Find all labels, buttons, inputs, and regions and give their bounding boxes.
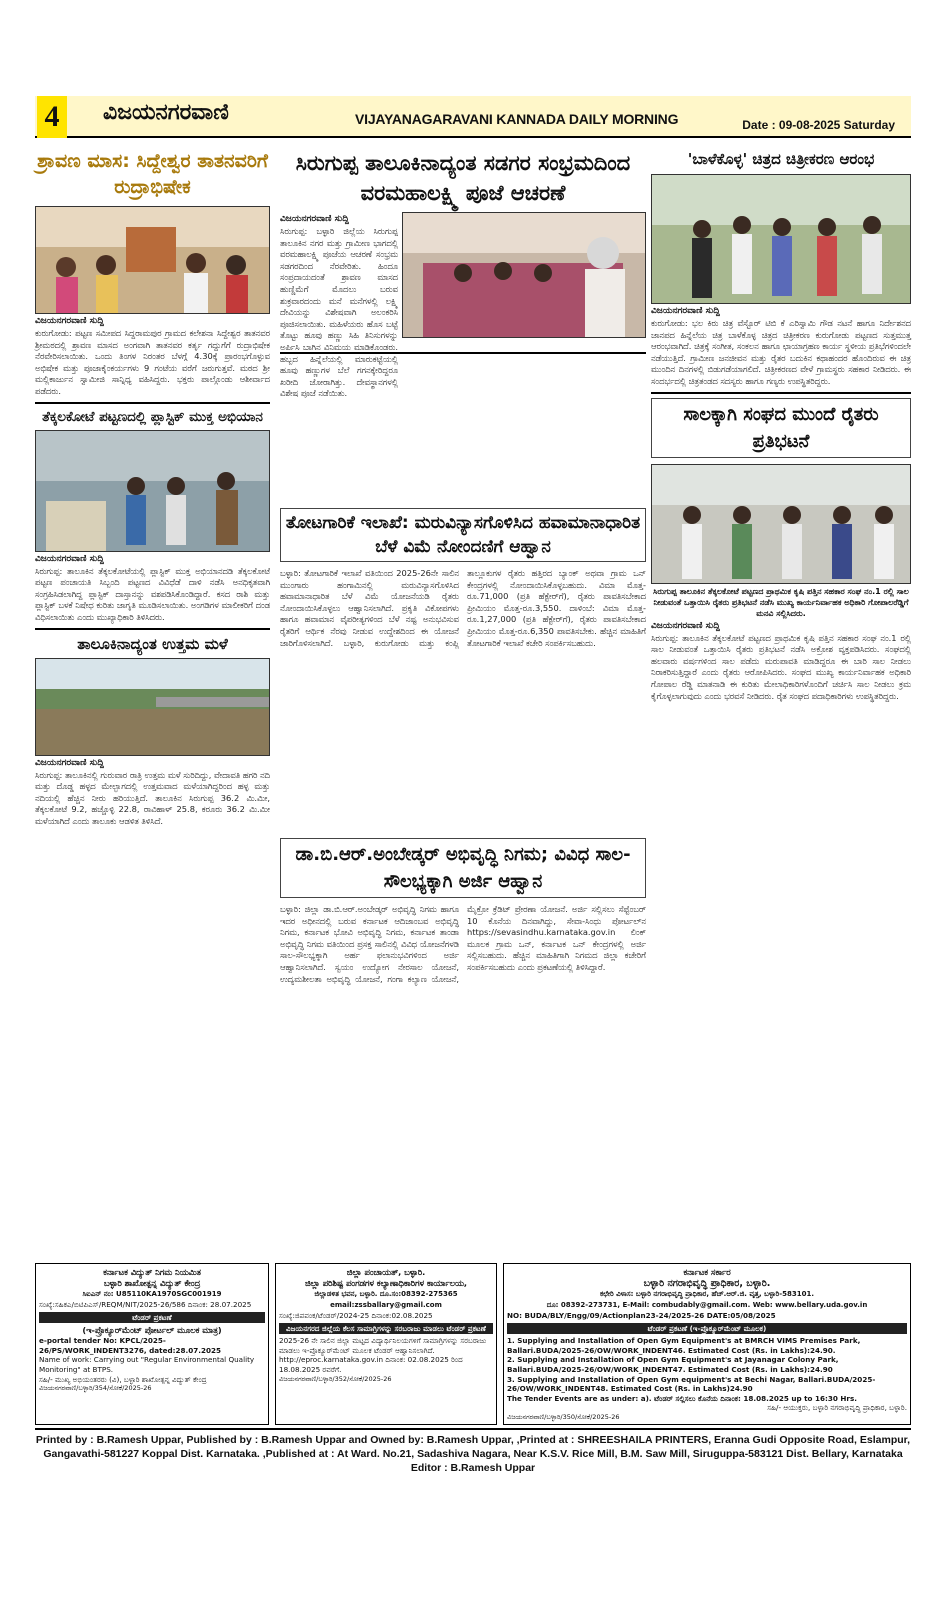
ad-body: 2025-26 ನೇ ಸಾಲಿನ ಜಿಲ್ಲಾ ಮಟ್ಟದ ವಿದ್ಯಾರ್ಥಿನಿಲಯಗಳಿಗೆ ಸಾಮಾಗ್ರಿಗಳನ್ನು ಸರಬರಾಜು ಮಾಡಲು ಇ-ಪ್ರೊಕ್ಯೂರ್‌ಮೆಂಟ್ ಮೂಲಕ ಟೆಂಡರ್ ಆಹ್ವಾನಿಸಲಾಗಿದೆ. http://eproc.karnataka.gov.in ದಿನಾಂಕ: 02.08.2025 ರಿಂದ 18.08.2025 ರವರೆಗೆ.	[279, 1336, 487, 1374]
imprint-footer: Printed by : B.Ramesh Uppar, Published by : B.Ramesh Uppar and Owned by: B.Ramesh Uppar, ,Printed at : SHREESHAILA PRINTERS, Eranna Gudi Opposite Road, Eslampur, Gangavathi-581227 Koppal Dist. Karnataka. ,Published at : At Ward. No.21, Sadashiva Nagara, Near K.S.V. Rice Mill, B.M. Saw Mill, Siruguppa-583121 Dist. Bellary, Karnataka Editor : B.Ramesh Uppar	[35, 1428, 911, 1475]
ad-detail-1: 1. Supplying and Installation of Open Gym Equipment's at BMRCH VIMS Premises Park, Ballari.BUDA/2025-26/OW/WORK_INDENT46. Estimated Cost (Rs. in Lakhs):24.90.	[507, 1336, 861, 1355]
headline: ತಾಲೂಕಿನಾದ್ಯಂತ ಉತ್ತಮ ಮಳೆ	[77, 634, 228, 653]
ad-notice-title: ವಿಜಯನಗರದ ಜಿಲ್ಲೆಯ ಕೆಲಸ ಸಾಮಾಗ್ರಿಗಳನ್ನು ಸರಬರಾಜು ಮಾಡಲು ಟೆಂಡರ್ ಪ್ರಕಟಣೆ	[279, 1323, 493, 1335]
ad-detail-3: 3. Supplying and Installation of Open Gym equipment's at Bechi Nagar, Ballari.BUDA/2025-26/OW/WORK_INDENT48. Estimated Cost (Rs. in Lakhs)24.90	[507, 1374, 876, 1394]
headline: ಶ್ರಾವಣ ಮಾಸ: ಸಿದ್ದೇಶ್ವರ ತಾತನವರಿಗೆ ರುದ್ರಾಭಿಷೇಕ	[37, 150, 268, 198]
article-plastic-free	[35, 408, 270, 624]
article-body: ಸಿರುಗುಪ್ಪ: ತಾಲೂಕಿನಲ್ಲಿ ಗುರುವಾರ ರಾತ್ರಿ ಉತ್ತಮ ಮಳೆ ಸುರಿದಿದ್ದು, ವೇದಾವತಿ ಹಗರಿ ನದಿ ಮತ್ತು ದೊಡ್ಡ ಹಳ್ಳದ ಮೇಲ್ಭಾಗದಲ್ಲಿ ಉತ್ತಮವಾದ ಮಳೆಯಾಗಿದ್ದರಿಂದ ಹಳ್ಳ ಮತ್ತು ನದಿಯಲ್ಲಿ ಹೆಚ್ಚಿನ ನೀರು ಹರಿಯುತ್ತಿದೆ. ತಾಲೂಕಿನ ಸಿರುಗುಪ್ಪ 36.2 ಮಿ.ಮೀ, ತೆಕ್ಕಲಕೋಟೆ 9.2, ಹಚ್ಚೊಳ್ಳಿ 22.8, ರಾವಿಹಾಳ್ 25.8, ಕರೂರು 36.2 ಮಿ.ಮೀ ಮಳೆಯಾಗಿದೆ ಎಂದು ತಾಲೂಕು ಆಡಳಿತ ತಿಳಿಸಿದೆ.	[35, 769, 270, 826]
photo-film-shoot	[651, 174, 911, 304]
photo-caption: ಸಿರುಗುಪ್ಪ ತಾಲೂಕಿನ ತೆಕ್ಕಲಕೋಟೆ ಪಟ್ಟಣದ ಪ್ರಾಥಮಿಕ ಕೃಷಿ ಪತ್ತಿನ ಸಹಕಾರ ಸಂಘ ನಂ.1 ರಲ್ಲಿ ಸಾಲ ನೀಡುವಂತೆ ಒತ್ತಾಯಿಸಿ ರೈತರು ಪ್ರತಿಭಟನೆ ನಡೆಸಿ ಮುಖ್ಯ ಕಾರ್ಯನಿರ್ವಾಹಕ ಅಧಿಕಾರಿ ಗೋಪಾಲರೆಡ್ಡಿಗೆ ಮನವಿ ಸಲ್ಲಿಸಿದರು.	[653, 586, 909, 618]
byline: ವಿಜಯನಗರವಾಣಿ ಸುದ್ದಿ	[35, 316, 104, 326]
ad-org: ಬಳ್ಳಾರಿ ನಗರಾಭಿವೃದ್ಧಿ ಪ್ರಾಧಿಕಾರ, ಬಳ್ಳಾರಿ.	[643, 1278, 771, 1289]
headline: 'ಬಾಳೆಕೊಳ್ಳ' ಚಿತ್ರದ ಚಿತ್ರೀಕರಣ ಆರಂಭ	[687, 150, 875, 168]
article-varamahalakshmi	[280, 148, 646, 476]
masthead-title-english: VIJAYANAGARAVANI KANNADA DAILY MORNING	[355, 111, 679, 127]
ad-notice-title: ಟೆಂಡರ್ ಪ್ರಕಟಣೆ (ಇ-ಪ್ರೊಕ್ಯೂರ್‌ಮೆಂಟ್ ಮೂಲಕ)	[507, 1323, 907, 1335]
ad-signatory: ಸಹಿ/- ಮುಖ್ಯ ಅಭಿಯಂತರರು (ವಿ), ಬಳ್ಳಾರಿ ಶಾಖೋತ್ಪನ್ನ ವಿದ್ಯುತ್ ಕೇಂದ್ರ	[39, 1374, 207, 1384]
photo-women-pooja	[402, 212, 646, 338]
ad-signatory: ಸಹಿ/- ಆಯುಕ್ತರು, ಬಳ್ಳಾರಿ ನಗರಾಭಿವೃದ್ಧಿ ಪ್ರಾಧಿಕಾರ, ಬಳ್ಳಾರಿ.	[767, 1403, 907, 1413]
photo-temple-ritual	[35, 206, 270, 314]
masthead-title-kannada: ವಿಜಯನಗರವಾಣಿ	[103, 100, 229, 125]
byline: ವಿಜಯನಗರವಾಣಿ ಸುದ್ದಿ	[651, 306, 720, 316]
article-farmers-protest	[651, 398, 911, 703]
left-column	[35, 148, 270, 828]
ad-sub-org: ಜಿಲ್ಲಾ ಪರಿಶಿಷ್ಟ ಪಂಗಡಗಳ ಕಲ್ಯಾಣಾಧಿಕಾರಿಗಳ ಕಾರ್ಯಾಲಯ,	[304, 1278, 468, 1288]
divider	[651, 392, 911, 394]
article-body: ಬಳ್ಳಾರಿ: ಜಿಲ್ಲಾ ಡಾ.ಬಿ.ಆರ್.ಅಂಬೇಡ್ಕರ್ ಅಭಿವೃದ್ಧಿ ನಿಗಮ ಹಾಗೂ ಇದರ ಅಧೀನದಲ್ಲಿ ಬರುವ ಕರ್ನಾಟಕ ಆದಿಜಾಂಬವ ಅಭಿವೃದ್ಧಿ ನಿಗಮ, ಕರ್ನಾಟಕ ಭೋವಿ ಅಭಿವೃದ್ಧಿ ನಿಗಮ, ಕರ್ನಾಟಕ ತಾಂಡಾ ಅಭಿವೃದ್ಧಿ ನಿಗಮ ವತಿಯಿಂದ ಪ್ರಸಕ್ತ ಸಾಲಿನಲ್ಲಿ ವಿವಿಧ ಯೋಜನೆಗಳಡಿ ಸಾಲ-ಸೌಲಭ್ಯಕ್ಕಾಗಿ ಅರ್ಹ ಫಲಾನುಭವಿಗಳಿಂದ ಅರ್ಜಿ ಆಹ್ವಾನಿಸಲಾಗಿದೆ. ಸ್ವಯಂ ಉದ್ಯೋಗ ನೇರಸಾಲ ಯೋಜನೆ, ಉದ್ಯಮಶೀಲತಾ ಅಭಿವೃದ್ಧಿ ಯೋಜನೆ, ಗಂಗಾ ಕಲ್ಯಾಣ ಯೋಜನೆ, ಮೈಕ್ರೋ ಕ್ರೆಡಿಟ್ ಪ್ರೇರಣಾ ಯೋಜನೆ. ಅರ್ಜಿ ಸಲ್ಲಿಸಲು ಸೆಪ್ಟೆಂಬರ್ 10 ಕೊನೆಯ ದಿನವಾಗಿದ್ದು, ಸೇವಾ-ಸಿಂಧು ಪೋರ್ಟಲ್‌ನ https://sevasindhu.karnataka.gov.in ಲಿಂಕ್ ಮೂಲಕ ಗ್ರಾಮ ಒನ್, ಕರ್ನಾಟಕ ಒನ್ ಕೇಂದ್ರಗಳಲ್ಲಿ ಅರ್ಜಿ ಸಲ್ಲಿಸಬಹುದು. ಹೆಚ್ಚಿನ ಮಾಹಿತಿಗಾಗಿ ನಿಗಮದ ಜಿಲ್ಲಾ ಕಚೇರಿಗೆ ಸಂಪರ್ಕಿಸಬಹುದು ಎಂದು ಪ್ರಕಟಣೆಯಲ್ಲಿ ತಿಳಿಸಿದ್ದಾರೆ.	[280, 904, 646, 984]
article-ambedkar-corporation	[280, 838, 646, 1204]
ad-footer: ವಿಜಯನಗರವಾಣಿ/ಬಳ್ಳಾರಿ/350/ಸೋಕೆ/2025-26	[507, 1412, 620, 1421]
photo-plastic-drive	[35, 430, 270, 552]
masthead	[35, 96, 911, 138]
article-body: ಕುರುಗೋಡು: ಪಟ್ಟಣ ಸಮೀಪದ ಸಿದ್ದರಾಮಪುರ ಗ್ರಾಮದ ಕಲೇಶನಾ ಸಿದ್ದೇಶ್ವರ ತಾತನವರ ಶ್ರೀಮಠದಲ್ಲಿ ಶ್ರಾವಣ ಮಾಸದ ಅಂಗವಾಗಿ ತಾತನವರ ಕರ್ತೃ ಗದ್ದುಗೆಗೆ ರುದ್ರಾಭಿಷೇಕ ನೆರವೇರಿಸಲಾಯಿತು. ಒಂದು ತಿಂಗಳ ನಿರಂತರ ಬೆಳಗ್ಗೆ 4.30ಕ್ಕೆ ಪ್ರಾರಂಭಗೊಳ್ಳುವ ಅಭಿಷೇಕ ಮತ್ತು ಪೂಜಾಕೈಂಕರ್ಯಗಳು 9 ಗಂಟೆಯ ವರೆಗೆ ಜರುಗುತ್ತವೆ. ಮಠದ ಶ್ರೀ ಮಲ್ಲಿಕಾರ್ಜುನ ಸ್ವಾಮೀಜಿ ಸಾನ್ನಿಧ್ಯ ವಹಿಸಿದ್ದರು. ಭಕ್ತರು ಪಾಲ್ಗೊಂಡು ಆಶೀರ್ವಾದ ಪಡೆದರು.	[35, 328, 270, 396]
right-column	[651, 148, 911, 702]
article-rain	[35, 634, 270, 828]
ad-phone: ಜಿಲ್ಲಾಡಳಿತ ಭವನ, ಬಳ್ಳಾರಿ. ದೂ.ಸಂ:08392-275365	[314, 1290, 458, 1298]
divider	[35, 628, 270, 630]
ad-work-name: Name of work: Carrying out "Regular Environmental Quality Monitoring" at BTPS.	[39, 1355, 255, 1374]
ad-zilla-panchayat-tender	[275, 1263, 497, 1425]
ad-government: ಕರ್ನಾಟಕ ಸರ್ಕಾರ	[683, 1267, 731, 1277]
ad-reference: ಸಂಖ್ಯೆ:ಸಹಿಕಎ/ಬಿಟಿಪಿಎಸ್/REQM/NIT/2025-26/586 ದಿನಾಂಕ: 28.07.2025	[39, 1300, 252, 1309]
ad-footer: ವಿಜಯನಗರವಾಣಿ/ಬಳ್ಳಾರಿ/352/ಸೋಕೆ/2025-26	[279, 1374, 392, 1383]
divider	[35, 402, 270, 404]
center-column	[280, 148, 646, 984]
photo-flooded-bridge	[35, 658, 270, 756]
headline: ಸಾಲಕ್ಕಾಗಿ ಸಂಘದ ಮುಂದೆ ರೈತರು ಪ್ರತಿಭಟನೆ	[651, 398, 911, 458]
ad-cin: ಸಿಐಎನ್ ನಂ: U85110KA1970SGC001919	[82, 1290, 222, 1298]
headline: ತೋಟಗಾರಿಕೆ ಇಲಾಖೆ: ಮರುವಿನ್ಯಾಸಗೊಳಿಸಿದ ಹವಾಮಾನಾಧಾರಿತ ಬೆಳೆ ವಿಮೆ ನೋಂದಣಿಗೆ ಆಹ್ವಾನ	[280, 508, 646, 562]
headline: ಸಿರುಗುಪ್ಪ ತಾಲೂಕಿನಾದ್ಯಂತ ಸಡಗರ ಸಂಭ್ರಮದಿಂದ ವರಮಹಾಲಕ್ಷ್ಮಿ ಪೂಜೆ ಆಚರಣೆ	[295, 151, 631, 205]
byline: ವಿಜಯನಗರವಾಣಿ ಸುದ್ದಿ	[651, 620, 720, 631]
ad-reference: ಸಂಖ್ಯೆ:ಜಿಪಪಂಕ/ಟೆಂಡರ್/2024-25 ದಿನಾಂಕ:02.08.2025	[279, 1311, 433, 1320]
masthead-date: Date : 09-08-2025 Saturday	[742, 118, 895, 132]
byline: ವಿಜಯನಗರವಾಣಿ ಸುದ್ದಿ	[35, 553, 104, 564]
page-number: 4	[37, 96, 67, 138]
ad-contact: ದೂ: 08392-273731, E-Mail: combudably@gmail.com. Web: www.bellary.uda.gov.in	[546, 1301, 868, 1309]
ad-detail-2: 2. Supplying and Installation of Open Gym Equipment's at Jayanagar Colony Park, Ballari.BUDA/2025-26/OW/WORK_INDENT47. Estimated Cost (Rs. in Lakhs):24.90	[507, 1355, 839, 1374]
byline: ವಿಜಯನಗರವಾಣಿ ಸುದ್ದಿ	[280, 214, 349, 224]
headline: ತೆಕ್ಕಲಕೋಟೆ ಪಟ್ಟಣದಲ್ಲಿ ಪ್ಲಾಸ್ಟಿಕ್ ಮುಕ್ತ ಅಭಿಯಾನ	[42, 408, 263, 425]
ad-notice-subtitle: (ಇ-ಪ್ರೊಕ್ಯೂರ್‌ಮೆಂಟ್ ಪೋರ್ಟಲ್ ಮೂಲಕ ಮಾತ್ರ)	[82, 1325, 222, 1336]
ad-address: ಕಛೇರಿ ವಿಳಾಸ: ಬಳ್ಳಾರಿ ನಗರಾಭಿವೃದ್ಧಿ ಪ್ರಾಧಿಕಾರ, ಹೆಚ್.ಆರ್.ಜಿ. ವೃತ್ತ, ಬಳ್ಳಾರಿ-583101.	[599, 1290, 815, 1298]
ad-sub-org: ಬಳ್ಳಾರಿ ಶಾಖೋತ್ಪನ್ನ ವಿದ್ಯುತ್ ಕೇಂದ್ರ	[103, 1278, 201, 1288]
tender-advertisements	[35, 1263, 911, 1425]
photo-farmers-protest	[651, 464, 911, 584]
article-body: ಸಿರುಗುಪ್ಪ: ತಾಲೂಕಿನ ತೆಕ್ಕಲಕೋಟೆಯಲ್ಲಿ ಪ್ಲಾಸ್ಟಿಕ್ ಮುಕ್ತ ಅಭಿಯಾನದಡಿ ತೆಕ್ಕಲಕೋಟೆ ಪಟ್ಟಣ ಪಂಚಾಯತಿ ಸಿಬ್ಬಂದಿ ಪಟ್ಟಣದ ವಿವಿಧೆಡೆ ದಾಳಿ ನಡೆಸಿ ಅನಧಿಕೃತವಾಗಿ ಸಂಗ್ರಹಿಸಿಡಲಾಗಿದ್ದ ಪ್ಲಾಸ್ಟಿಕ್ ದಾಸ್ತಾನನ್ನು ವಶಪಡಿಸಿಕೊಂಡಿದ್ದಾರೆ. ಕಸದ ರಾಶಿ ಮತ್ತು ಪ್ಲಾಸ್ಟಿಕ್ ಬಳಕೆ ನಿಷೇಧ ಕುರಿತು ಜಾಗೃತಿ ಮೂಡಿಸಲಾಯಿತು. ಅಂಗಡಿಗಳ ಮಾಲೀಕರಿಗೆ ದಂಡ ವಿಧಿಸಲಾಯಿತು ಎಂದು ಮುಖ್ಯಾಧಿಕಾರಿ ತಿಳಿಸಿದರು.	[35, 565, 270, 622]
article-body: ಸಿರುಗುಪ್ಪ: ತಾಲೂಕಿನ ತೆಕ್ಕಲಕೋಟೆ ಪಟ್ಟಣದ ಪ್ರಾಥಮಿಕ ಕೃಷಿ ಪತ್ತಿನ ಸಹಕಾರ ಸಂಘ ನಂ.1 ರಲ್ಲಿ ಸಾಲ ನೀಡುವಂತೆ ಒತ್ತಾಯಿಸಿ ರೈತರು ಪ್ರತಿಭಟನೆ ನಡೆಸಿ ಅಕ್ರೋಶ ವ್ಯಕ್ತಪಡಿಸಿದರು. ಸಂಘದಲ್ಲಿ ಹಲವಾರು ವರ್ಷಗಳಿಂದ ಸಾಲ ಪಡೆದು ಮರುಪಾವತಿ ಮಾಡಿದ್ದರೂ ಈ ಬಾರಿ ಸಾಲ ನೀಡಲು ನಿರಾಕರಿಸುತ್ತಿದ್ದಾರೆ ಎಂದು ರೈತರು ಆರೋಪಿಸಿದರು. ಸಂಘದ ಮುಖ್ಯ ಕಾರ್ಯನಿರ್ವಾಹಕ ಅಧಿಕಾರಿ ಗೋಪಾಲ ರೆಡ್ಡಿ ಮಾತನಾಡಿ ಈ ಕುರಿತು ಮೇಲಾಧಿಕಾರಿಗಳೊಂದಿಗೆ ಚರ್ಚಿಸಿ ಸಾಲ ನೀಡಲು ಕ್ರಮ ಕೈಗೊಳ್ಳಲಾಗುವುದು ಎಂದು ಭರವಸೆ ನೀಡಿದರು. ರೈತ ಸಂಘದ ಪದಾಧಿಕಾರಿಗಳು ಉಪಸ್ಥಿತರಿದ್ದರು.	[651, 632, 911, 701]
ad-email: email:zssballary@gmail.com	[330, 1301, 442, 1309]
ad-org: ಜಿಲ್ಲಾ ಪಂಚಾಯತ್, ಬಳ್ಳಾರಿ.	[346, 1267, 426, 1277]
ad-detail-4: The Tender Events are as under: a). ಟೆಂಡರ್ ಸಲ್ಲಿಸಲು ಕೊನೆಯ ದಿನಾಂಕ: 18.08.2025 up to 16:30 Hrs.	[507, 1393, 857, 1403]
ad-notice-title: ಟೆಂಡರ್ ಪ್ರಕಟಣೆ	[39, 1312, 265, 1324]
article-rudrabhisheka	[35, 148, 270, 398]
ad-org: ಕರ್ನಾಟಕ ವಿದ್ಯುತ್ ನಿಗಮ ನಿಯಮಿತ	[103, 1267, 201, 1277]
article-balekolla	[651, 148, 911, 388]
byline: ವಿಜಯನಗರವಾಣಿ ಸುದ್ದಿ	[35, 757, 104, 768]
article-body: ಕುರುಗೋಡು: ಭಲ ಕಿರು ಚಿತ್ರ ವೆಸ್ಟೊರ್ ಟಿಬಿ ಕೆ ಎರಿಸ್ವಾಮಿ ಗೌಡ ನಟನೆ ಹಾಗೂ ನಿರ್ದೇಶನದ ಜಾನಪದ ಹಿನ್ನೆಲೆಯ ಚಿತ್ರ ಬಾಳೆಕೊಳ್ಳ ಚಿತ್ರದ ಚಿತ್ರೀಕರಣ ಕುರುಗೋಡು ಪಟ್ಟಣದ ಸುತ್ತಮುತ್ತ ಆರಂಭವಾಗಿದೆ. ಚಿತ್ರಕ್ಕೆ ಸಂಗೀತ, ಸಂಕಲನ ಹಾಗೂ ಛಾಯಾಗ್ರಹಣ ಕಾರ್ಯ ಸ್ಥಳೀಯ ಪ್ರತಿಭೆಗಳಿಂದಲೇ ನಡೆಯುತ್ತಿದೆ. ಗ್ರಾಮೀಣ ಜನಜೀವನ ಮತ್ತು ರೈತರ ಬದುಕಿನ ಕಥಾಹಂದರ ಹೊಂದಿರುವ ಈ ಚಿತ್ರ ಮುಂದಿನ ದಿನಗಳಲ್ಲಿ ಬಿಡುಗಡೆಯಾಗಲಿದೆ. ಚಿತ್ರೀಕರಣದ ವೇಳೆ ಗ್ರಾಮಸ್ಥರು ಸಹಕಾರ ನೀಡಿದರು. ಈ ಸಂದರ್ಭದಲ್ಲಿ ಚಿತ್ರತಂಡದ ಸದಸ್ಯರು ಹಾಗೂ ಗಣ್ಯರು ಉಪಸ್ಥಿತರಿದ್ದರು.	[651, 318, 911, 386]
ad-tender-number: e-portal tender No: KPCL/2025-26/PS/WORK_INDENT3276, dated:28.07.2025	[39, 1336, 221, 1355]
ad-kpcl-tender	[35, 1263, 269, 1425]
article-horticulture-insurance	[280, 508, 646, 836]
article-body: ಸಿರುಗುಪ್ಪ: ಬಳ್ಳಾರಿ ಜಿಲ್ಲೆಯ ಸಿರುಗುಪ್ಪ ತಾಲೂಕಿನ ನಗರ ಮತ್ತು ಗ್ರಾಮೀಣ ಭಾಗದಲ್ಲಿ ವರಮಹಾಲಕ್ಷ್ಮಿ ಪೂಜೆಯ ಆಚರಣೆ ಸಂಭ್ರಮ ಸಡಗರದಿಂದ ನೆರವೇರಿತು. ಹಿಂದೂ ಸಂಪ್ರದಾಯದಂತೆ ಶ್ರಾವಣ ಮಾಸದ ಹುಣ್ಣಿಮೆಗೆ ಮೊದಲು ಬರುವ ಶುಕ್ರವಾರದಂದು ಮನೆ ಮನೆಗಳಲ್ಲಿ ಲಕ್ಷ್ಮಿ ದೇವಿಯನ್ನು ವಿಶೇಷವಾಗಿ ಅಲಂಕರಿಸಿ ಪೂಜಿಸಲಾಯಿತು. ಮಹಿಳೆಯರು ಹೊಸ ಬಟ್ಟೆ ತೊಟ್ಟು ಹೂವು ಹಣ್ಣು ಸಿಹಿ ತಿನಿಸುಗಳನ್ನು ಅರ್ಪಿಸಿ ಬಾಗಿನ ವಿನಿಮಯ ಮಾಡಿಕೊಂಡರು. ಹಬ್ಬದ ಹಿನ್ನೆಲೆಯಲ್ಲಿ ಮಾರುಕಟ್ಟೆಯಲ್ಲಿ ಹೂವು ಹಣ್ಣುಗಳ ಬೆಲೆ ಗಗನಕ್ಕೇರಿದ್ದರೂ ಖರೀದಿ ಜೋರಾಗಿತ್ತು. ದೇವಸ್ಥಾನಗಳಲ್ಲಿ ವಿಶೇಷ ಪೂಜೆ ನಡೆಯಿತು.	[280, 226, 398, 399]
headline: ಡಾ.ಬಿ.ಆರ್.ಅಂಬೇಡ್ಕರ್ ಅಭಿವೃದ್ಧಿ ನಿಗಮ; ವಿವಿಧ ಸಾಲ-ಸೌಲಭ್ಯಕ್ಕಾಗಿ ಅರ್ಜಿ ಆಹ್ವಾನ	[280, 838, 646, 898]
ad-footer: ವಿಜಯನಗರವಾಣಿ/ಬಳ್ಳಾರಿ/354/ಸೋಕೆ/2025-26	[39, 1384, 152, 1393]
ad-reference: NO: BUDA/BLY/Engg/09/Actionplan23-24/2025-26 DATE:05/08/2025	[507, 1311, 776, 1320]
article-body: ಬಳ್ಳಾರಿ: ತೋಟಗಾರಿಕೆ ಇಲಾಖೆ ವತಿಯಿಂದ 2025-26ನೇ ಸಾಲಿನ ಮುಂಗಾರು ಹಂಗಾಮಿನಲ್ಲಿ ಮರುವಿನ್ಯಾಸಗೊಳಿಸಿದ ಹವಾಮಾನಾಧಾರಿತ ಬೆಳೆ ವಿಮೆ ಯೋಜನೆಯಡಿ ರೈತರು ನೋಂದಾಯಿಸಿಕೊಳ್ಳಲು ಆಹ್ವಾನಿಸಲಾಗಿದೆ. ಪ್ರಕೃತಿ ವಿಕೋಪಗಳು ಹಾಗೂ ಹವಾಮಾನ ವೈಪರೀತ್ಯಗಳಿಂದ ಬೆಳೆ ನಷ್ಟ ಅನುಭವಿಸುವ ರೈತರಿಗೆ ಆರ್ಥಿಕ ನೆರವು ನೀಡುವ ಉದ್ದೇಶದಿಂದ ಈ ಯೋಜನೆ ಜಾರಿಗೊಳಿಸಲಾಗಿದೆ. ಬಳ್ಳಾರಿ, ಕುರುಗೋಡು ಮತ್ತು ಕಂಪ್ಲಿ ತಾಲ್ಲೂಕುಗಳ ರೈತರು ಹತ್ತಿರದ ಬ್ಯಾಂಕ್ ಅಥವಾ ಗ್ರಾಮ ಒನ್ ಕೇಂದ್ರಗಳಲ್ಲಿ ನೋಂದಾಯಿಸಿಕೊಳ್ಳಬಹುದು. ವಿಮಾ ಮೊತ್ತ-ರೂ.71,000 (ಪ್ರತಿ ಹೆಕ್ಟೇರ್‌ಗೆ), ರೈತರು ಪಾವತಿಸಬೇಕಾದ ಪ್ರೀಮಿಯಂ ಮೊತ್ತ-ರೂ.3,550. ದಾಳಿಂಬೆ: ವಿಮಾ ಮೊತ್ತ-ರೂ.1,27,000 (ಪ್ರತಿ ಹೆಕ್ಟೇರ್‌ಗೆ), ರೈತರು ಪಾವತಿಸಬೇಕಾದ ಪ್ರೀಮಿಯಂ ಮೊತ್ತ-ರೂ.6,350 ಪಾವತಿಸಬೇಕು. ಹೆಚ್ಚಿನ ಮಾಹಿತಿಗೆ ತೋಟಗಾರಿಕೆ ಇಲಾಖೆ ಕಚೇರಿ ಸಂಪರ್ಕಿಸಬಹುದು.	[280, 568, 646, 648]
ad-buda-tender	[503, 1263, 911, 1425]
